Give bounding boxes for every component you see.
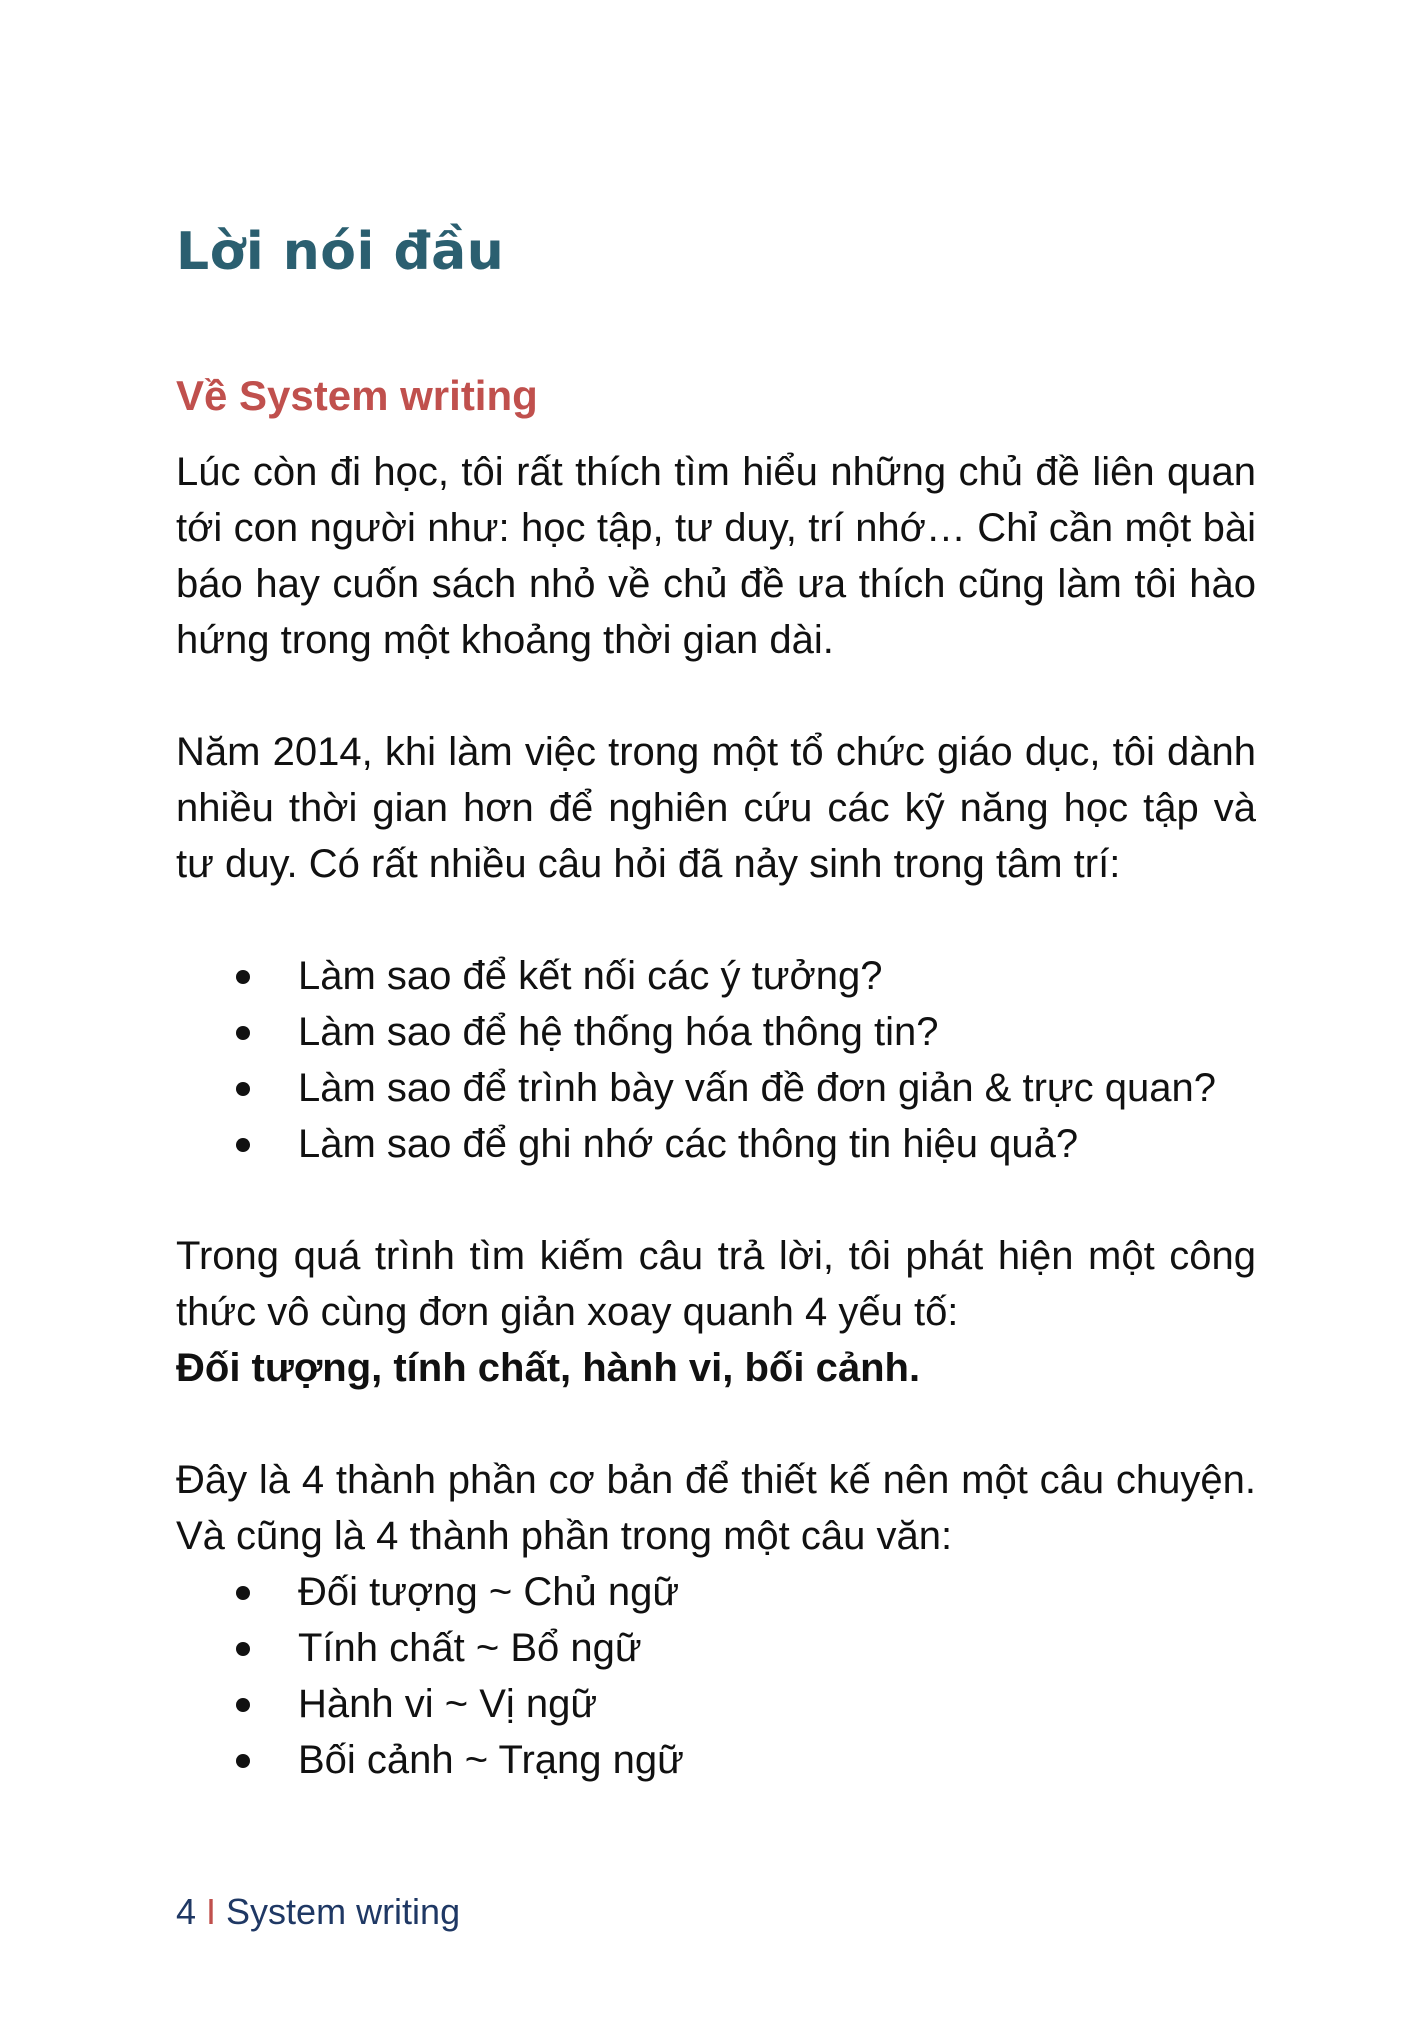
- list-item: [236, 948, 1256, 1004]
- chapter-title: Lời nói đầu: [176, 222, 505, 282]
- list-item: [236, 1004, 1256, 1060]
- list-item-text: Làm sao để ghi nhớ các thông tin hiệu quả?: [298, 1122, 1079, 1166]
- bullet-icon: [236, 1138, 250, 1152]
- bullet-icon: [236, 1754, 250, 1768]
- footer-book-title: System writing: [226, 1891, 461, 1932]
- paragraph-formula-text: Trong quá trình tìm kiếm câu trả lời, tôi phát hiện một công thức vô cùng đơn giản xoay quanh 4 yếu tố:: [176, 1234, 1256, 1334]
- bullet-icon: [236, 1698, 250, 1712]
- paragraph-2014: Năm 2014, khi làm việc trong một tổ chức giáo dục, tôi dành nhiều thời gian hơn để nghiên cứu các kỹ năng học tập và tư duy. Có rất nhiều câu hỏi đã nảy sinh trong tâm trí:: [176, 730, 1256, 886]
- page-footer: [176, 1888, 460, 1936]
- page-number: 4: [176, 1891, 197, 1932]
- list-item: [236, 1676, 1256, 1732]
- list-item-text: Đối tượng ~ Chủ ngữ: [298, 1570, 680, 1614]
- bullet-icon: [236, 970, 250, 984]
- paragraph-intro: Lúc còn đi học, tôi rất thích tìm hiểu những chủ đề liên quan tới con người như: học tập, tư duy, trí nhớ… Chỉ cần một bài báo hay cuốn sách nhỏ về chủ đề ưa thích cũng làm tôi hào hứng trong một khoảng thời gian dài.: [176, 450, 1256, 662]
- list-item: [236, 1732, 1256, 1788]
- bullet-icon: [236, 1642, 250, 1656]
- components-list: [176, 1564, 1256, 1788]
- footer-separator: I: [206, 1891, 217, 1932]
- list-item: [236, 1564, 1256, 1620]
- paragraph-formula: [176, 1228, 1256, 1396]
- list-item-text: Làm sao để kết nối các ý tưởng?: [298, 954, 883, 998]
- bullet-icon: [236, 1082, 250, 1096]
- list-item-text: Hành vi ~ Vị ngữ: [298, 1682, 598, 1726]
- list-item: [236, 1116, 1256, 1172]
- bullet-icon: [236, 1586, 250, 1600]
- bullet-icon: [236, 1026, 250, 1040]
- list-item-text: Làm sao để trình bày vấn đề đơn giản & trực quan?: [298, 1066, 1217, 1110]
- page-content: [176, 214, 1256, 1788]
- list-item: [236, 1060, 1256, 1116]
- questions-list: [176, 948, 1256, 1172]
- list-item: [236, 1620, 1256, 1676]
- formula-bold: Đối tượng, tính chất, hành vi, bối cảnh.: [176, 1346, 921, 1390]
- list-item-text: Làm sao để hệ thống hóa thông tin?: [298, 1010, 939, 1054]
- paragraph-components: Đây là 4 thành phần cơ bản để thiết kế nên một câu chuyện. Và cũng là 4 thành phần trong một câu văn:: [176, 1458, 1256, 1558]
- section-subtitle: Về System writing: [176, 372, 538, 419]
- list-item-text: Tính chất ~ Bổ ngữ: [298, 1626, 642, 1670]
- list-item-text: Bối cảnh ~ Trạng ngữ: [298, 1738, 684, 1782]
